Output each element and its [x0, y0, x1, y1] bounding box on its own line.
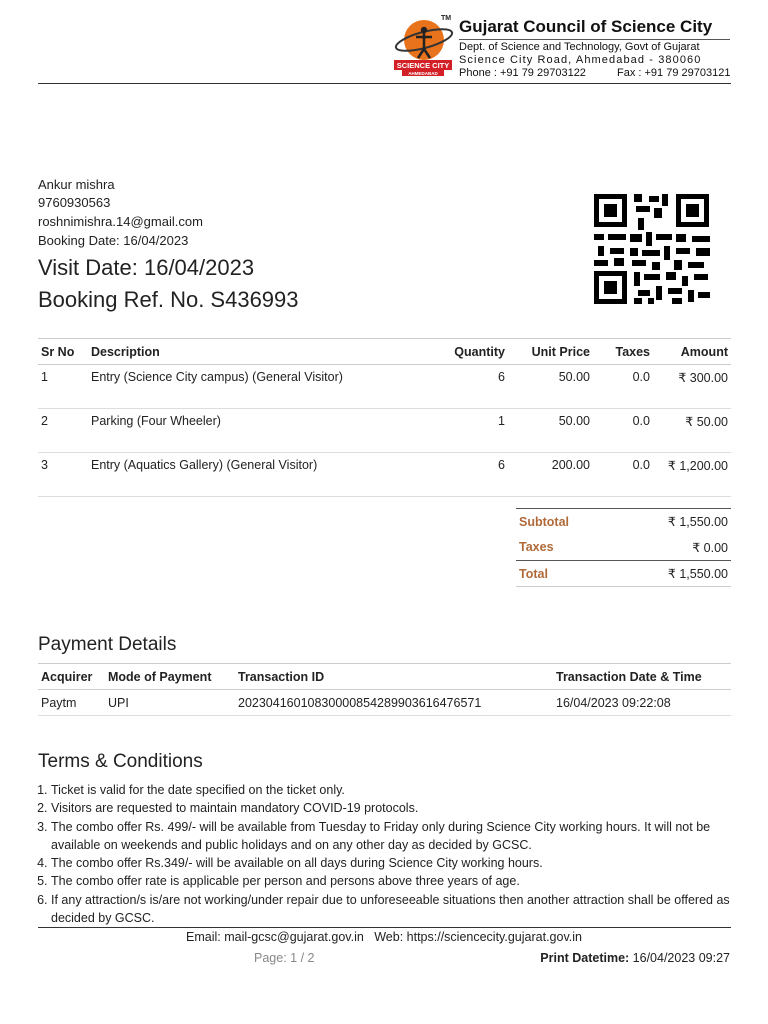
footer-rule: [38, 927, 731, 928]
table-row: [38, 690, 731, 716]
print-datetime-label: Print Datetime:: [540, 951, 630, 965]
org-phone: Phone : +91 79 29703122: [459, 67, 586, 79]
booking-ref: Booking Ref. No. S436993: [38, 287, 299, 312]
terms-list: [38, 781, 741, 927]
science-city-logo: [390, 16, 454, 78]
visit-date: Visit Date: 16/04/2023: [38, 255, 255, 280]
qr-code: [594, 194, 710, 304]
trademark: TM: [441, 15, 452, 22]
cell-sr-no: 3: [41, 458, 48, 472]
booking-date: Booking Date: 16/04/2023: [38, 233, 189, 248]
col-transaction-datetime: Transaction Date & Time: [556, 669, 702, 684]
total-row: [516, 561, 731, 587]
customer-phone: 9760930563: [38, 195, 111, 210]
col-acquirer: Acquirer: [41, 669, 93, 684]
subtotal-label: Subtotal: [519, 514, 569, 529]
list-item: 5. The combo offer rate is applicable per person and persons above three years of age.: [51, 872, 741, 890]
cell-sr-no: 2: [41, 414, 48, 428]
payment-header-row: [38, 664, 731, 690]
cell-description: Entry (Aquatics Gallery) (General Visitor): [91, 458, 318, 472]
print-datetime: [540, 951, 730, 965]
cell-unit-price: 50.00: [558, 414, 590, 428]
items-header-row: [38, 339, 731, 365]
org-dept: Dept. of Science and Technology, Govt of Gujarat: [459, 41, 700, 53]
page-number: Page: 1 / 2: [254, 951, 315, 965]
col-sr-no: Sr No: [41, 344, 75, 359]
cell-mode: UPI: [108, 695, 129, 710]
cell-description: Parking (Four Wheeler): [91, 414, 221, 428]
cell-quantity: 6: [498, 458, 505, 472]
cell-taxes: 0.0: [632, 414, 650, 428]
col-transaction-id: Transaction ID: [238, 669, 325, 684]
payment-table: [38, 663, 731, 716]
header-rule: [38, 83, 731, 84]
cell-taxes: 0.0: [632, 370, 650, 384]
table-row: [38, 409, 731, 453]
subtotal-value: ₹ 1,550.00: [667, 515, 728, 530]
list-item: 6. If any attraction/s is/are not working/under repair due to unforeseeable situations then another attraction shall be offered as decided by GCSC.: [51, 891, 741, 928]
col-quantity: Quantity: [454, 344, 505, 359]
list-item: 4. The combo offer Rs.349/- will be available on all days during Science City working hours.: [51, 854, 741, 872]
cell-taxes: 0.0: [632, 458, 650, 472]
taxes-value: ₹ 0.00: [692, 540, 728, 555]
header-divider: [459, 39, 730, 40]
payment-details-title: Payment Details: [38, 634, 177, 655]
list-item: 2. Visitors are requested to maintain mandatory COVID-19 protocols.: [51, 799, 741, 817]
org-name: Gujarat Council of Science City: [459, 17, 713, 36]
col-description: Description: [91, 344, 160, 359]
cell-quantity: 6: [498, 370, 505, 384]
list-item: 3. The combo offer Rs. 499/- will be available from Tuesday to Friday only during Science City working hours. It will not be available on weekends and public holidays and on any other day as decided by GCSC.: [51, 818, 741, 855]
cell-quantity: 1: [498, 414, 505, 428]
taxes-label: Taxes: [519, 540, 554, 555]
col-unit-price: Unit Price: [531, 344, 590, 359]
svg-text:AHMEDABAD: AHMEDABAD: [408, 71, 438, 76]
subtotal-row: [516, 509, 731, 535]
totals-table: [516, 508, 731, 587]
cell-amount: ₹ 50.00: [685, 415, 728, 429]
cell-sr-no: 1: [41, 370, 48, 384]
cell-transaction-datetime: 16/04/2023 09:22:08: [556, 695, 671, 710]
col-amount: Amount: [680, 344, 728, 359]
footer-contact: Email: mail-gcsc@gujarat.gov.in Web: https://sciencecity.gujarat.gov.in: [186, 930, 582, 944]
total-value: ₹ 1,550.00: [667, 567, 728, 581]
col-mode-of-payment: Mode of Payment: [108, 669, 212, 684]
cell-transaction-id: 20230416010830000854289903616476571: [238, 695, 482, 710]
table-row: [38, 365, 731, 409]
cell-unit-price: 50.00: [558, 370, 590, 384]
print-datetime-value: 16/04/2023 09:27: [632, 951, 730, 965]
cell-unit-price: 200.00: [551, 458, 590, 472]
table-row: [38, 453, 731, 497]
col-taxes: Taxes: [615, 344, 650, 359]
org-address: Science City Road, Ahmedabad - 380060: [459, 54, 702, 66]
cell-amount: ₹ 300.00: [678, 371, 728, 385]
org-fax: Fax : +91 79 29703121: [617, 67, 731, 79]
customer-name: Ankur mishra: [38, 177, 115, 192]
customer-email: roshnimishra.14@gmail.com: [38, 214, 203, 229]
cell-description: Entry (Science City campus) (General Visitor): [91, 370, 343, 384]
svg-text:SCIENCE CITY: SCIENCE CITY: [396, 61, 450, 70]
list-item: 1. Ticket is valid for the date specified on the ticket only.: [51, 781, 741, 799]
cell-amount: ₹ 1,200.00: [667, 459, 728, 473]
total-label: Total: [519, 566, 548, 581]
cell-acquirer: Paytm: [41, 695, 77, 710]
items-table: [38, 338, 731, 497]
terms-title: Terms & Conditions: [38, 751, 203, 772]
taxes-row: [516, 535, 731, 561]
